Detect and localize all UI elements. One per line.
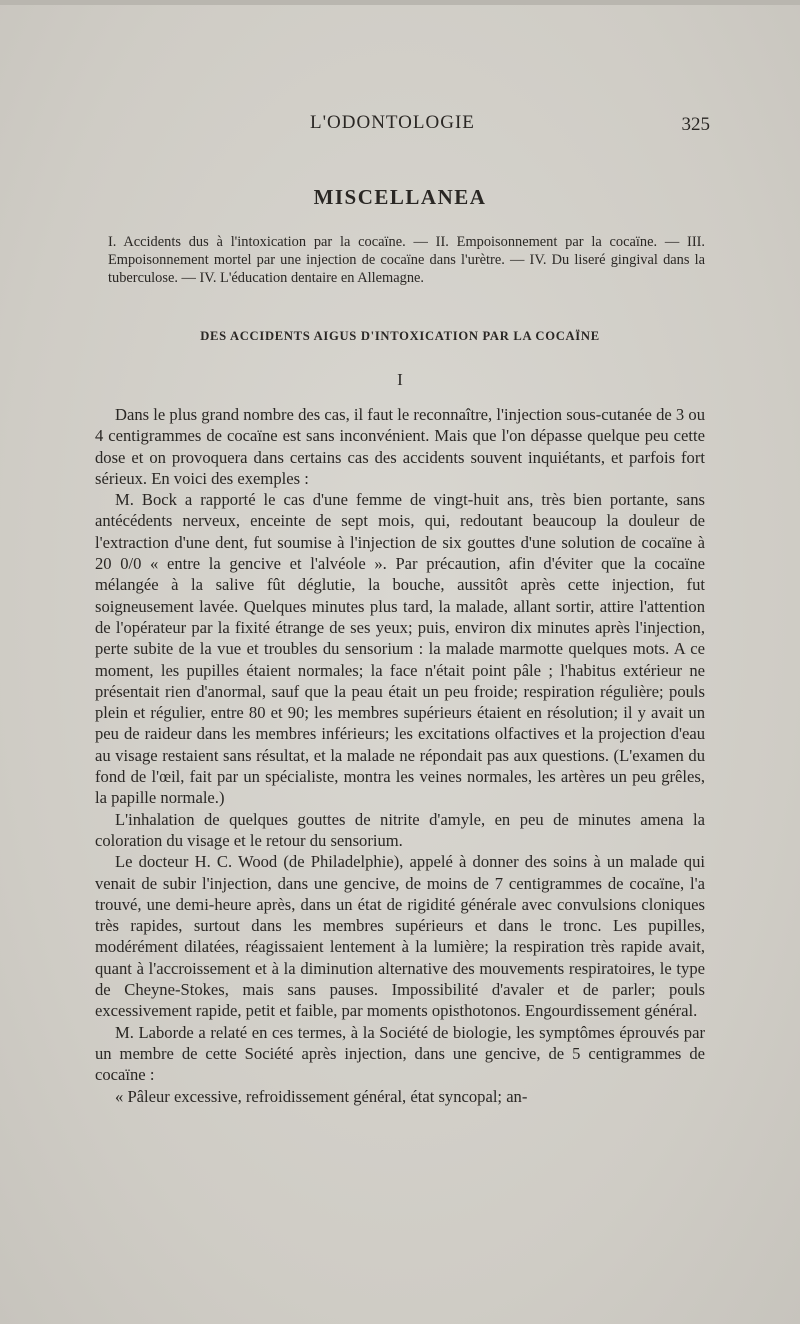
section-title: MISCELLANEA	[313, 185, 487, 209]
paragraph: M. Laborde a relaté en ces termes, à la Société de biologie, les symptômes éprouvés par un membre de cette Société après injection, dans une gencive, de 5 centigrammes de cocaïne :	[95, 1022, 705, 1085]
running-title: L'ODONTOLOGIE	[310, 112, 475, 133]
article-body	[95, 404, 705, 1107]
contents-summary: I. Accidents dus à l'intoxication par la cocaïne. — II. Empoisonnement par la cocaïne. — III. Empoisonnement mortel par une injection de cocaïne dans l'urètre. — IV. Du liseré gingival dans la tuberculose. — IV. L'éducation dentaire en Allemagne.	[108, 234, 705, 286]
paragraph: L'inhalation de quelques gouttes de nitrite d'amyle, en peu de minutes amena la coloration du visage et le retour du sensorium.	[95, 809, 705, 850]
paragraph: Dans le plus grand nombre des cas, il faut le reconnaître, l'injection sous-cutanée de 3 ou 4 centigrammes de cocaïne est sans inconvénient. Mais que l'on dépasse quelque peu cette dose et on provoquera dans certains cas des accidents souvent inquiétants, et parfois fort sérieux. En voici des exemples :	[95, 405, 705, 488]
paragraph: « Pâleur excessive, refroidissement général, état syncopal; an-	[115, 1086, 528, 1106]
paragraph: M. Bock a rapporté le cas d'une femme de vingt-huit ans, très bien portante, sans antécédents nerveux, enceinte de sept mois, qui, redoutant beaucoup la douleur de l'extraction d'une dent, fut soumise à l'injection de six gouttes d'une solution de cocaïne à 20 0/0 « entre la gencive et l'alvéole ». Par précaution, afin d'éviter que la cocaïne mélangée à la salive fût déglutie, la bouche, aussitôt après cette injection, fut soigneusement lavée. Quelques minutes plus tard, la malade, allant sortir, attire l'attention de l'opérateur par la fixité étrange de ses yeux; puis, environ dix minutes après l'injection, perte subite de la vue et troubles du sensorium : la malade marmotte quelques mots. A ce moment, les pupilles étaient normales; la face n'était point pâle ; l'habitus extérieur ne présentait rien d'anormal, sauf que la peau était un peu froide; respiration régulière; pouls plein et régulier, entre 80 et 90; les membres supérieurs étaient en résolution; il y avait un peu de raideur dans les membres inférieurs; les excitations olfactives et la projection d'eau au visage restaient sans résultat, et la malade ne répondait pas aux questions. (L'examen du fond de l'œil, fait par un spécialiste, montra les veines normales, les artères un peu grêles, la papille normale.)	[95, 490, 705, 808]
part-numeral: I	[397, 370, 403, 389]
article-heading: DES ACCIDENTS AIGUS D'INTOXICATION PAR LA COCAÏNE	[200, 329, 600, 343]
page-top-edge	[0, 0, 800, 5]
paragraph: Le docteur H. C. Wood (de Philadelphie), appelé à donner des soins à un malade qui venait de subir l'injection, dans une gencive, de moins de 7 centigrammes de cocaïne, l'a trouvé, une demi-heure après, dans un état de rigidité générale avec convulsions cloniques très rapides, surtout dans les membres supérieurs et dans le tronc. Les pupilles, modérément dilatées, réagissaient lentement à la lumière; la respiration très rapide avait, quant à l'accroissement et à la diminution alternative des mouvements respiratoires, le type de Cheyne-Stokes, mais sans pauses. Impossibilité d'avaler et de parler; pouls excessivement rapide, petit et faible, par moments opisthotonos. Engourdissement général.	[95, 852, 705, 1021]
page-number: 325	[681, 114, 710, 135]
running-head	[110, 112, 710, 136]
